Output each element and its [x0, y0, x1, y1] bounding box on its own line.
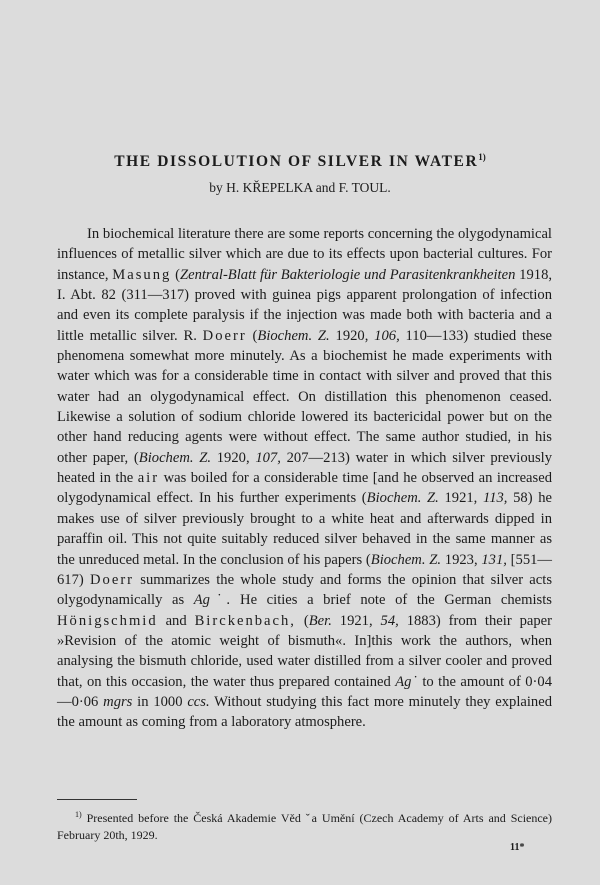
author-birckenbach: Birckenbach,	[194, 612, 296, 629]
footnote-text: Presented before the Česká Akademie Věd ˇa Umění (Czech Academy of Arts and Science) February 20th, 1929.	[57, 811, 552, 842]
footnote-marker: 1)	[75, 810, 82, 819]
footnote	[57, 806, 552, 844]
title-text: THE DISSOLUTION OF SILVER IN WATER	[114, 153, 479, 171]
chem-ag: Ag˙.	[193, 592, 231, 609]
author-masung: Masung	[112, 266, 172, 283]
ref-volume: 107,	[255, 449, 281, 466]
emphasis-air: air	[137, 470, 160, 487]
authors: by H. KŘEPELKA and F. TOUL.	[209, 180, 391, 195]
ref-volume: 113,	[482, 490, 508, 507]
ref-volume: 54,	[380, 612, 399, 629]
ref-volume: 131,	[481, 551, 507, 568]
ref-journal: Biochem. Z.	[257, 327, 330, 344]
author-doerr: Doerr	[90, 571, 135, 588]
ref-volume: 106,	[374, 327, 400, 344]
title-footnote-marker: 1)	[478, 152, 486, 162]
ref-journal: Biochem. Z.	[370, 551, 442, 568]
author-doerr: Doerr	[202, 327, 247, 344]
ref-journal: Zentral-Blatt für Bakteriologie und Parasitenkrankheiten	[179, 266, 516, 283]
chem-ag: Ag˙	[395, 673, 418, 690]
footnote-rule	[57, 799, 137, 800]
article-title	[0, 152, 600, 171]
author-honigschmid: Hönigschmid	[57, 612, 158, 629]
ref-journal: Biochem. Z.	[366, 490, 439, 507]
unit-ccs: ccs.	[187, 693, 210, 710]
ref-journal: Biochem. Z.	[138, 449, 212, 466]
body-paragraph: In biochemical literature there are some reports concerning the olygodynamical influences of metallic silver which are due to its effects upon bacterial cultures. For instance, Masung (Zentral-Blatt für Bakteriologie und Parasitenkrankheiten 1918, I. Abt. 82 (311—317) proved with guinea pigs apparent prolongation of infection and even its complete paralysis if the injection was made both with bacteria and a little metallic silver. R. Doerr (Biochem. Z. 1920, 106, 110—133) studied these phenomena somewhat more minutely. As a biochemist he made experiments with water which was for a considerable time in contact with silver and proved that this water had an olygodynamical effect. On distillation this phenomenon ceased. Likewise a solution of sodium chloride lowered its bactericidal power but on the other hand reducing agents were without effect. The same author studied, in his other paper, (Biochem. Z. 1920, 107, 207—213) water in which silver previously heated in the air was boiled for a considerable time [and he observed an increased olygodynamical effect. In his further experiments (Biochem. Z. 1921, 113, 58) he makes use of silver previously brought to a white heat and afterwards dipped in paraffin oil. This not quite suitably reduced silver behaved in the same manner as the unreduced metal. In the conclusion of his papers (Biochem. Z. 1923, 131, [551—617) Doerr summarizes the whole study and forms the opinion that silver acts olygodynamically as Ag˙. He cities a brief note of the German chemists Hönigschmid and Birckenbach, (Ber. 1921, 54, 1883) from their paper »Revision of the atomic weight of bismuth«. In]this work the authors, when analysing the bismuth chloride, used water distilled from a silver cooler and proved that, on this occasion, the water thus prepared contained Ag˙ to the amount of 0·04—0·06 mgrs in 1000 ccs. Without studying this fact more minutely they explained the amount as coming from a laboratory atmosphere.	[57, 226, 553, 731]
ref-journal: Ber.	[308, 612, 332, 629]
unit-mgrs: mgrs	[103, 693, 133, 710]
page-number: 11*	[510, 842, 525, 853]
